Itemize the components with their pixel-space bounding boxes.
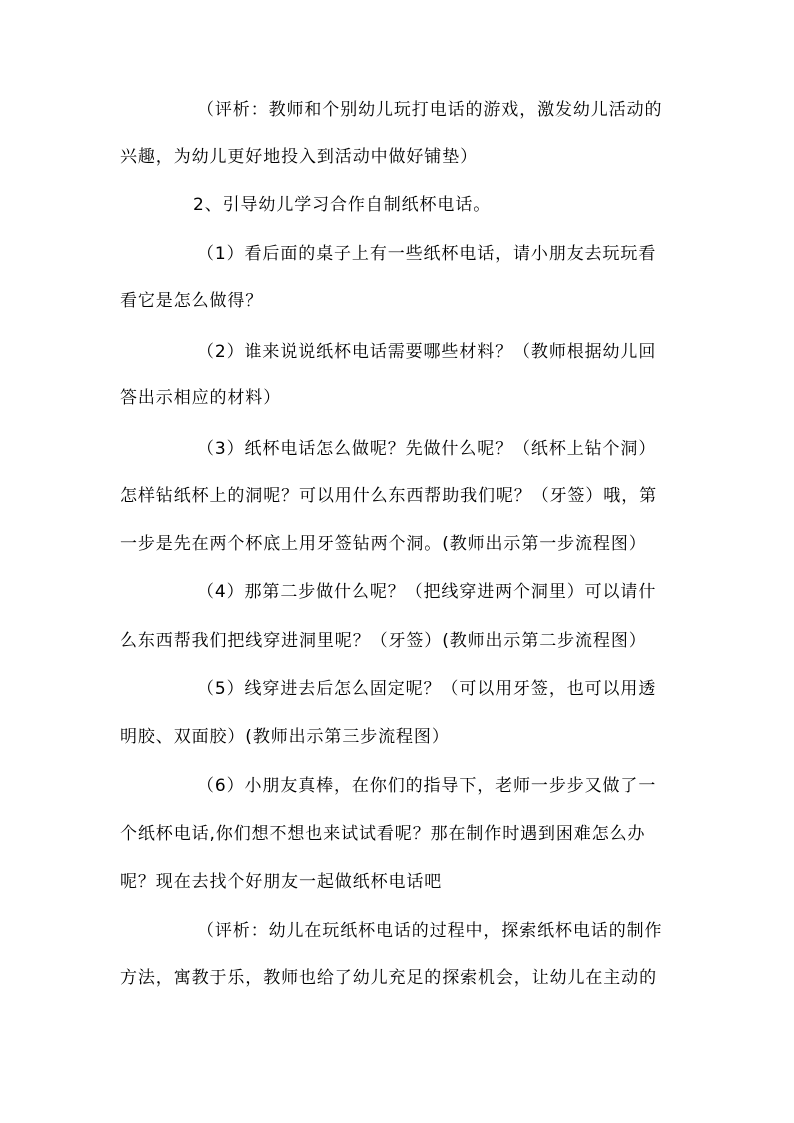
text-line: （1）看后面的桌子上有一些纸杯电话，请小朋友去玩玩看 <box>197 244 657 264</box>
text-line: 怎样钻纸杯上的洞呢？可以用什么东西帮助我们呢？（牙签）哦，第 <box>120 486 657 506</box>
text-line: （4）那第二步做什么呢？（把线穿进两个洞里）可以请什 <box>197 582 657 602</box>
text-line: 答出示相应的材料） <box>120 388 282 408</box>
text-line: 个纸杯电话,你们想不想也来试试看呢？那在制作时遇到困难怎么办 <box>120 824 646 844</box>
text-line: （评析：教师和个别幼儿玩打电话的游戏，激发幼儿活动的 <box>197 100 663 120</box>
text-line: 明胶、双面胶）(教师出示第三步流程图） <box>120 727 450 747</box>
text-line: 么东西帮我们把线穿进洞里呢？（牙签）(教师出示第二步流程图） <box>120 631 647 651</box>
text-line: 兴趣，为幼儿更好地投入到活动中做好铺垫） <box>120 147 478 167</box>
text-line: 方法，寓教于乐，教师也给了幼儿充足的探索机会，让幼儿在主动的 <box>120 968 657 988</box>
text-line: （2）谁来说说纸杯电话需要哪些材料？（教师根据幼儿回 <box>197 342 657 362</box>
text-line: （3）纸杯电话怎么做呢？先做什么呢？（纸杯上钻个洞） <box>197 439 657 459</box>
text-line: （5）线穿进去后怎么固定呢？（可以用牙签，也可以用透 <box>197 679 657 699</box>
text-line: 呢？现在去找个好朋友一起做纸杯电话吧 <box>120 872 443 892</box>
text-line: （6）小朋友真棒，在你们的指导下，老师一步步又做了一 <box>197 776 657 796</box>
text-line: （评析：幼儿在玩纸杯电话的过程中，探索纸杯电话的制作 <box>197 921 663 941</box>
text-line: 一步是先在两个杯底上用牙签钻两个洞。(教师出示第一步流程图） <box>120 534 647 554</box>
text-line: 看它是怎么做得？ <box>120 291 264 311</box>
section-heading: 2、引导幼儿学习合作自制纸杯电话。 <box>193 195 492 215</box>
